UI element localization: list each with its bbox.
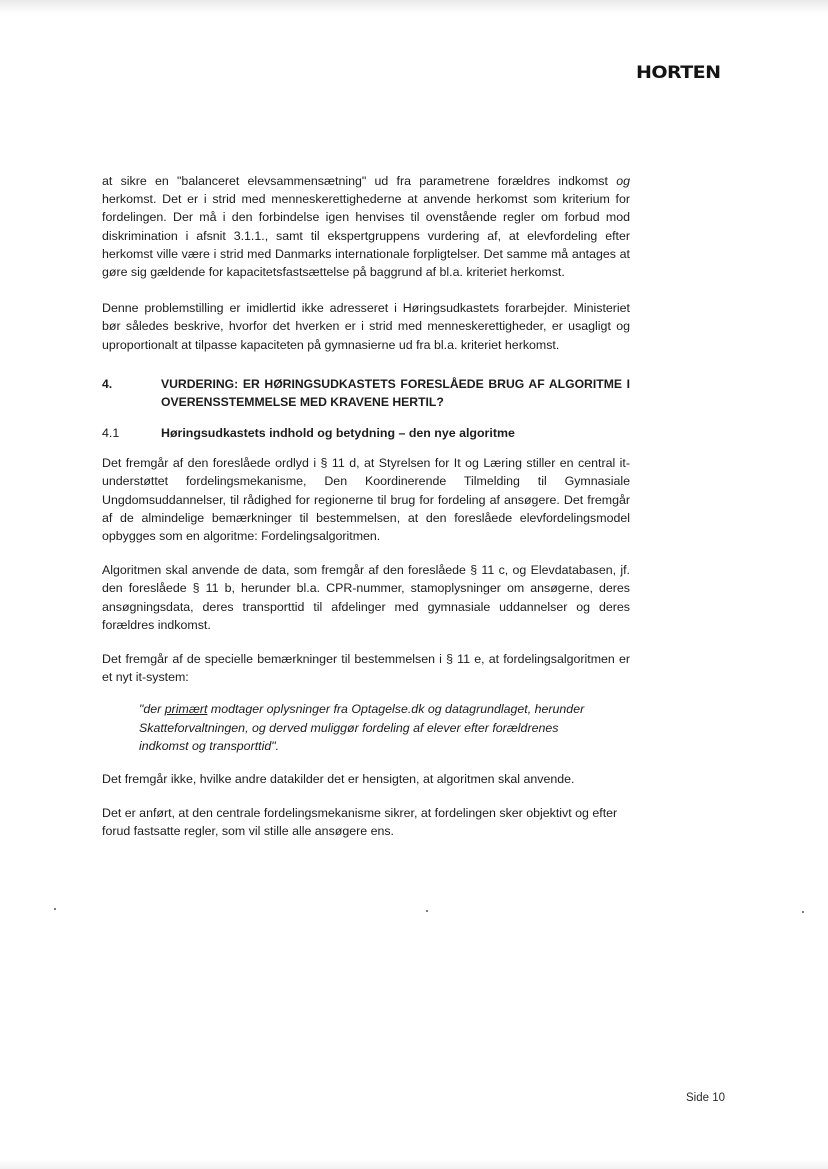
document-body	[102, 172, 630, 840]
paragraph-specielle-bemaerkninger: Det fremgår af de specielle bemærkninger til bestemmelsen i § 11 e, at fordelingsalgoritmen er et nyt it-system:	[102, 652, 630, 685]
paragraph-algoritmen-data: Algoritmen skal anvende de data, som fremgår af den foreslåede § 11 c, og Elevdatabasen, jf. den foreslåede § 11 b, herunder bl.a. CPR-nummer, stamoplysninger om ansøgerne, deres ansøgningsdata, deres transporttid til afdelinger med gymnasiale uddannelser og deres forældres indkomst.	[102, 563, 630, 632]
paragraph-balanceret-elevsammensaetning: at sikre en "balanceret elevsammensætning" ud fra parametrene forældres indkomst og herkomst. Det er i strid med menneskerettighederne at anvende herkomst som kriterium for fordelingen. Der må i den forbindelse igen henvises til ovenstående regler om forbud mod diskrimination i afsnit 3.1.1., samt til ekspertgruppens vurdering af, at elevfordeling efter herkomst ville være i strid med Danmarks internationale forpligtelser. Det samme må antages at gøre sig gældende for kapacitetsfastsættelse på baggrund af bl.a. kriteriet herkomst.	[102, 174, 630, 280]
emphasis-og: og	[616, 174, 630, 188]
page-number: Side 10	[686, 1092, 726, 1104]
scan-speck	[54, 908, 56, 910]
scan-speck	[802, 911, 804, 913]
subsection-number: 4.1	[102, 426, 120, 441]
section-title: VURDERING: ER HØRINGSUDKASTETS FORESLÅEDE BRUG AF ALGORITME I OVERENSSTEMMELSE MED KRAVENE HERTIL?	[161, 376, 630, 410]
underlined-word: primært	[164, 702, 208, 717]
scan-edge-bottom	[0, 1159, 828, 1169]
subsection-title: Høringsudkastets indhold og betydning – den nye algoritme	[161, 426, 515, 441]
block-quote: "der primært modtager oplysninger fra Optagelse.dk og datagrundlaget, herunder Skatteforvaltningen, og derved muliggør fordeling af elever efter forældrenes indkomst og transporttid".	[139, 702, 585, 754]
paragraph-ordlyd-11d: Det fremgår af den foreslåede ordlyd i § 11 d, at Styrelsen for It og Læring stiller en central it-understøttet fordelingsmekanisme, Den Koordinerende Tilmelding til Gymnasiale Ungdomsuddannelser, til rådighed for regionerne til brug for fordeling af ansøgere. Det fremgår af de almindelige bemærkninger til bestemmelsen, at den foreslåede elevfordelingsmodel opbygges som en algoritme: Fordelingsalgoritmen.	[102, 456, 630, 544]
scan-edge-top	[0, 0, 828, 14]
scan-speck	[426, 910, 428, 912]
subsection-heading	[102, 424, 630, 442]
paragraph-datakilder: Det fremgår ikke, hvilke andre datakilder det er hensigten, at algoritmen skal anvende.	[102, 771, 575, 786]
paragraph-problemstilling: Denne problemstilling er imidlertid ikke adresseret i Høringsudkastets forarbejder. Ministeriet bør således beskrive, hvorfor det hverken er i strid med menneskerettigheder, er usagligt og uproportionalt at tilpasse kapaciteten på gymnasierne ud fra bl.a. kriteriet herkomst.	[102, 301, 630, 352]
paragraph-fordelingsmekanisme: Det er anført, at den centrale fordelingsmekanisme sikrer, at fordelingen sker objektivt og efter forud fastsatte regler, som vil stille alle ansøgere ens.	[102, 805, 618, 839]
section-heading	[102, 375, 630, 411]
section-number: 4.	[102, 376, 113, 391]
horten-logo: HORTEN	[636, 63, 721, 83]
